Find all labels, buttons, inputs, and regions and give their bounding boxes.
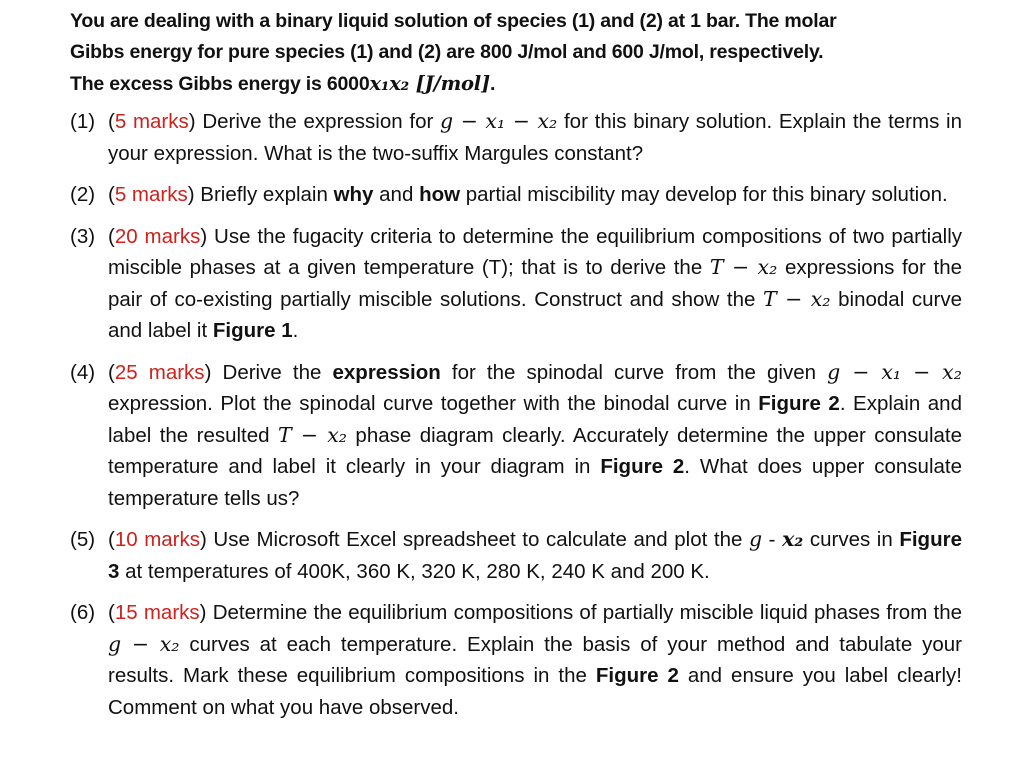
figure-reference: Figure 2 xyxy=(600,455,685,478)
question-text-part: and xyxy=(373,183,420,206)
assignment-document xyxy=(70,6,962,733)
math-expression: g − x₁ − x₂ xyxy=(440,109,558,133)
question-number: (1) xyxy=(70,110,96,133)
marks-label: 15 marks xyxy=(114,601,200,624)
question-text-part: Derive the expression for xyxy=(202,110,441,133)
math-expression: g xyxy=(748,527,763,551)
intro-line-3-end: . xyxy=(490,73,496,95)
question-text-part: Briefly explain xyxy=(200,183,334,206)
figure-reference: Figure 2 xyxy=(595,664,679,687)
question-text-part: Use the fugacity criteria to determine the equilibrium compositions of two partially miscible phases at a given temperature (T); that is to derive the xyxy=(108,224,962,279)
question-text-part: curves in xyxy=(803,528,900,551)
question-text-part: for the spinodal curve from the given xyxy=(440,360,828,384)
bold-term: why xyxy=(333,183,374,206)
marks-label: 20 marks xyxy=(114,224,201,248)
question-text-part: curves at each temperature. Explain the basis of your method and tabulate your results. Mark these equilibrium compositions in the xyxy=(108,632,962,687)
intro-line-3: The excess Gibbs energy is 6000 xyxy=(70,73,370,95)
question-text-part: at temperatures of 400K, 360 K, 320 K, 280 K, 240 K and 200 K. xyxy=(119,559,710,583)
question-6 xyxy=(70,597,962,723)
math-expression: g − x₂ xyxy=(108,631,180,656)
marks-label: 10 marks xyxy=(114,528,201,551)
marks-label: 5 marks xyxy=(114,183,188,206)
figure-reference: Figure 2 xyxy=(758,392,840,415)
question-text: (15 marks) Determine the equilibrium compositions of partially miscible liquid phases from the g − x₂ curves at each temperature. Explain the basis of your method and tabulate your results. Mark these equilibrium compositions in the Figure 2 and ensure you label clearly! Comment on what you have observed. xyxy=(108,601,962,719)
question-text: (5 marks) Briefly explain why and how partial miscibility may develop for this binary solution. xyxy=(108,183,948,206)
figure-reference: Figure 1 xyxy=(212,319,293,342)
bold-term: expression xyxy=(332,360,441,384)
question-text-part: . Explain and label the resulted xyxy=(108,392,962,447)
question-number: (6) xyxy=(70,601,96,624)
math-expression: g − x₁ − x₂ xyxy=(827,359,962,384)
math-expression: T − x₂ xyxy=(277,422,348,447)
question-text-part: binodal curve and label it xyxy=(108,287,962,342)
question-1 xyxy=(70,106,962,169)
question-text-part: phase diagram clearly. Accurately determine the upper consulate temperature and label it clearly in your diagram in xyxy=(108,423,962,478)
question-text-part: Use Microsoft Excel spreadsheet to calculate and plot the xyxy=(213,528,749,551)
question-text-part: . What does upper consulate temperature tells us? xyxy=(108,455,962,510)
question-text-part: partial miscibility may develop for this binary solution. xyxy=(460,183,948,206)
question-4 xyxy=(70,357,962,515)
marks-label: 25 marks xyxy=(114,360,205,384)
bold-term: how xyxy=(419,183,461,206)
question-text: (10 marks) Use Microsoft Excel spreadsheet to calculate and plot the g - x₂ curves in Figure 3 at temperatures of 400K, 360 K, 320 K, 280 K, 240 K and 200 K. xyxy=(108,527,962,583)
question-text-part: . xyxy=(292,319,299,342)
question-5 xyxy=(70,524,962,587)
question-2 xyxy=(70,179,962,211)
question-text-part: - xyxy=(762,528,783,551)
intro-line-1: You are dealing with a binary liquid solution of species (1) and (2) at 1 bar. The molar xyxy=(70,10,837,32)
question-text: (25 marks) Derive the expression for the spinodal curve from the given g − x₁ − x₂ expression. Plot the spinodal curve together with the binodal curve in Figure 2. Explain and label the resulted T − x₂ phase diagram clearly. Accurately determine the upper consulate temperature and label it clearly in your diagram in Figure 2. What does upper consulate temperature tells us? xyxy=(108,359,962,510)
intro-line-2: Gibbs energy for pure species (1) and (2) are 800 J/mol and 600 J/mol, respectively. xyxy=(70,41,824,63)
question-number: (4) xyxy=(70,360,96,384)
question-number: (2) xyxy=(70,183,96,206)
marks-label: 5 marks xyxy=(114,110,189,133)
question-number: (5) xyxy=(70,528,96,551)
question-text-part: and ensure you label clearly! Comment on what you have observed. xyxy=(108,664,962,719)
figure-reference: Figure 3 xyxy=(108,528,962,583)
math-expression: x₂ xyxy=(782,527,804,551)
math-expression: T − x₂ xyxy=(763,286,831,311)
question-text-part: Determine the equilibrium compositions of partially miscible liquid phases from the xyxy=(212,601,962,624)
question-text-part: expressions for the pair of co-existing partially miscible solutions. Construct and show the xyxy=(108,256,962,311)
question-text-part: Derive the xyxy=(222,360,333,384)
question-text-part: expression. Plot the spinodal curve together with the binodal curve in xyxy=(108,392,759,415)
question-text-part: for this binary solution. Explain the terms in your expression. What is the two-suffix Margules constant? xyxy=(108,110,962,165)
excess-gibbs-expression: x₁x₂ [J/mol] xyxy=(369,72,491,95)
question-text: (20 marks) Use the fugacity criteria to determine the equilibrium compositions of two partially miscible phases at a given temperature (T); that is to derive the T − x₂ expressions for the pair of co-existing partially miscible solutions. Construct and show the T − x₂ binodal curve and label it Figure 1. xyxy=(108,224,962,342)
question-3 xyxy=(70,221,962,347)
problem-statement xyxy=(70,6,962,100)
question-number: (3) xyxy=(70,224,96,248)
question-text: (5 marks) Derive the expression for g − x₁ − x₂ for this binary solution. Explain the terms in your expression. What is the two-suffix Margules constant? xyxy=(108,109,962,165)
math-expression: T − x₂ xyxy=(709,255,778,279)
